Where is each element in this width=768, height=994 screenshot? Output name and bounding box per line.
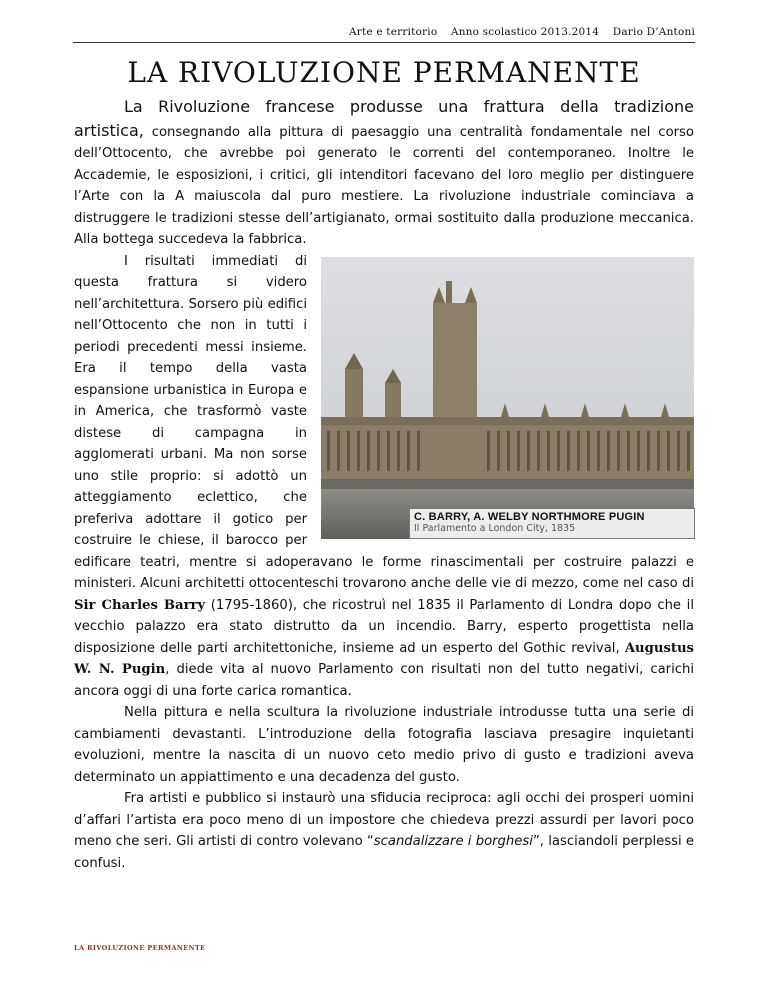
parliament-photo xyxy=(321,257,694,539)
paragraph-1 xyxy=(74,96,694,251)
paragraph-1-text: consegnando alla pittura di paesaggio una centralità fondamentale nel corso dell’Ottocento, che avrebbe poi generato le correnti del contemporaneo. Inoltre le Accademie, le esposizioni, i critici, gli intenditori facevano del loro meglio per distinguere l’Arte con la A maiuscola dal puro mestiere. La rivoluzione industriale cominciava a distruggere le tradizioni stesse dell’artigianato, ormai sostituito dalla produzione meccanica. Alla bottega succedeva la fabbrica. xyxy=(74,124,694,247)
parliament-figure xyxy=(321,257,694,539)
paragraph-2-text-a: I risultati immediati di questa frattura si videro nell’architettura. Sorsero più edifici nell’Ottocento che non in tutti i periodi precedenti messi insieme. Era il tempo della vasta espansione urbanistica in Europa e in America, che trasformò vaste distese di campagna in agglomerati urbani. Ma non sorse uno stile proprio: si adottò un atteggiamento eclettico, che preferiva adottare il gotico per costruire le chiese, il barocco per edificare teatri, mentre si adoperavano le forme rinascimentali per costruire palazzi e ministeri. Alcuni architetti ottocenteschi trovarono anche delle vie di mezzo, come nel caso di xyxy=(74,253,694,591)
caption-subtitle: Il Parlamento a London City, 1835 xyxy=(414,522,576,534)
paragraph-4-text-b: ”, lasciandoli perplessi e confusi. xyxy=(74,834,694,871)
paragraph-1-lead: La Rivoluzione francese produsse una frattura della tradizione artistica, xyxy=(74,97,694,140)
name-charles-barry: Sir Charles Barry xyxy=(74,597,206,613)
header-year: Anno scolastico 2013.2014 xyxy=(450,26,600,38)
paragraph-2-text-c: , diede vita al nuovo Parlamento con risultati non del tutto negativi, carichi ancora oggi di una forte carica romantica. xyxy=(74,662,695,699)
header-author: Dario D’Antoni xyxy=(612,26,695,38)
paragraph-4-quote: scandalizzare i borghesi xyxy=(373,834,533,849)
caption-title: C. BARRY, A. WELBY NORTHMORE PUGIN xyxy=(414,510,645,523)
name-augustus-pugin: Augustus W. N. Pugin xyxy=(74,640,694,677)
paragraph-4 xyxy=(74,788,694,874)
page-title: LA RIVOLUZIONE PERMANENTE xyxy=(127,56,641,89)
figure-caption xyxy=(409,508,695,539)
paragraph-2-text-b: (1795-1860), che ricostruì nel 1835 il Parlamento di Londra dopo che il vecchio palazzo era stato distrutto da un incendio. Barry, esperto progettista nella disposizione delle parti architettoniche, insieme ad un esperto del Gothic revival, xyxy=(74,597,694,656)
paragraph-4-text-a: Fra artisti e pubblico si instaurò una sfiducia reciproca: agli occhi dei prosperi uomini d’affari l’artista era poco meno di un impostore che chiedeva prezzi assurdi per lavori poco meno che seri. Gli artisti di contro volevano “ xyxy=(74,791,694,849)
header-course: Arte e territorio xyxy=(348,26,438,38)
paragraph-3: Nella pittura e nella scultura la rivoluzione industriale introdusse tutta una serie di cambiamenti devastanti. L’introduzione della fotografia lasciava presagire inquietanti evoluzioni, mentre la nascita di un nuovo ceto medio privo di gusto e tradizioni aveva determinato un appiattimento e una decadenza del gusto. xyxy=(74,705,694,785)
page-footer: LA RIVOLUZIONE PERMANENTE xyxy=(74,944,206,952)
page-header xyxy=(73,26,695,43)
article-body xyxy=(74,96,694,874)
